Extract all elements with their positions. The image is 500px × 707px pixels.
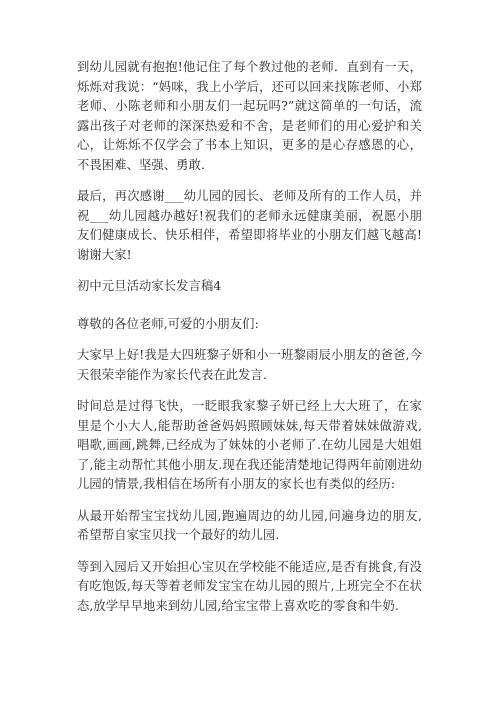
paragraph-time-flies: 时间总是过得飞快，一眨眼我家黎子妍已经上大大班了，在家里是个小大人,能帮助爸爸妈妈照顾妹妹,每天带着妹妹做游戏,唱歌,画画,跳舞,已经成为了妹妹的小老师了.在幼儿园是大姐姐了,能主动帮忙其他小朋友.现在我还能清楚地记得两年前刚进幼儿园的情景,我相信在场所有小朋友的家长也有类似的经历: (77, 399, 422, 491)
paragraph-thanks-teachers: 到幼儿园就有抱抱!他记住了每个教过他的老师．直到有一天，烁烁对我说：“妈咪，我上小学后，还可以回来找陈老师、小郑老师、小陈老师和小朋友们一起玩吗?”就这简单的一句话，流露出孩子对老师的深深热爱和不舍，是老师们的用心爱护和关心，让烁烁不仅学会了书本上知识，更多的是心存感恩的心，不畏困难、坚强、勇敢． (77, 60, 422, 172)
paragraph-worries-after-enrollment: 等到入园后又开始担心宝贝在学校能不能适应,是否有挑食,有没有吃饱饭,每天等着老师发宝宝在幼儿园的照片,上班完全不在状态,放学早早地来到幼儿园,给宝宝带上喜欢吃的零食和牛奶. (77, 559, 422, 613)
paragraph-greeting: 大家早上好!我是大四班黎子妍和小一班黎雨辰小朋友的爸爸,今天很荣幸能作为家长代表在此发言. (77, 348, 422, 382)
paragraph-closing-wishes: 最后，再次感谢___幼儿园的园长、老师及所有的工作人员，并祝___幼儿园越办越好!祝我们的老师永远健康美丽，祝愿小朋友们健康成长、快乐相伴，希望即将毕业的小朋友们越飞越高!谢谢大家! (77, 189, 422, 262)
paragraph-finding-kindergarten: 从最开始帮宝宝找幼儿园,跑遍周边的幼儿园,问遍身边的朋友,希望帮自家宝贝找一个最好的幼儿园. (77, 508, 422, 542)
paragraph-salutation: 尊敬的各位老师,可爱的小朋友们: (77, 316, 259, 331)
document-body (77, 58, 422, 628)
section-heading: 初中元旦活动家长发言稿4 (77, 279, 222, 293)
